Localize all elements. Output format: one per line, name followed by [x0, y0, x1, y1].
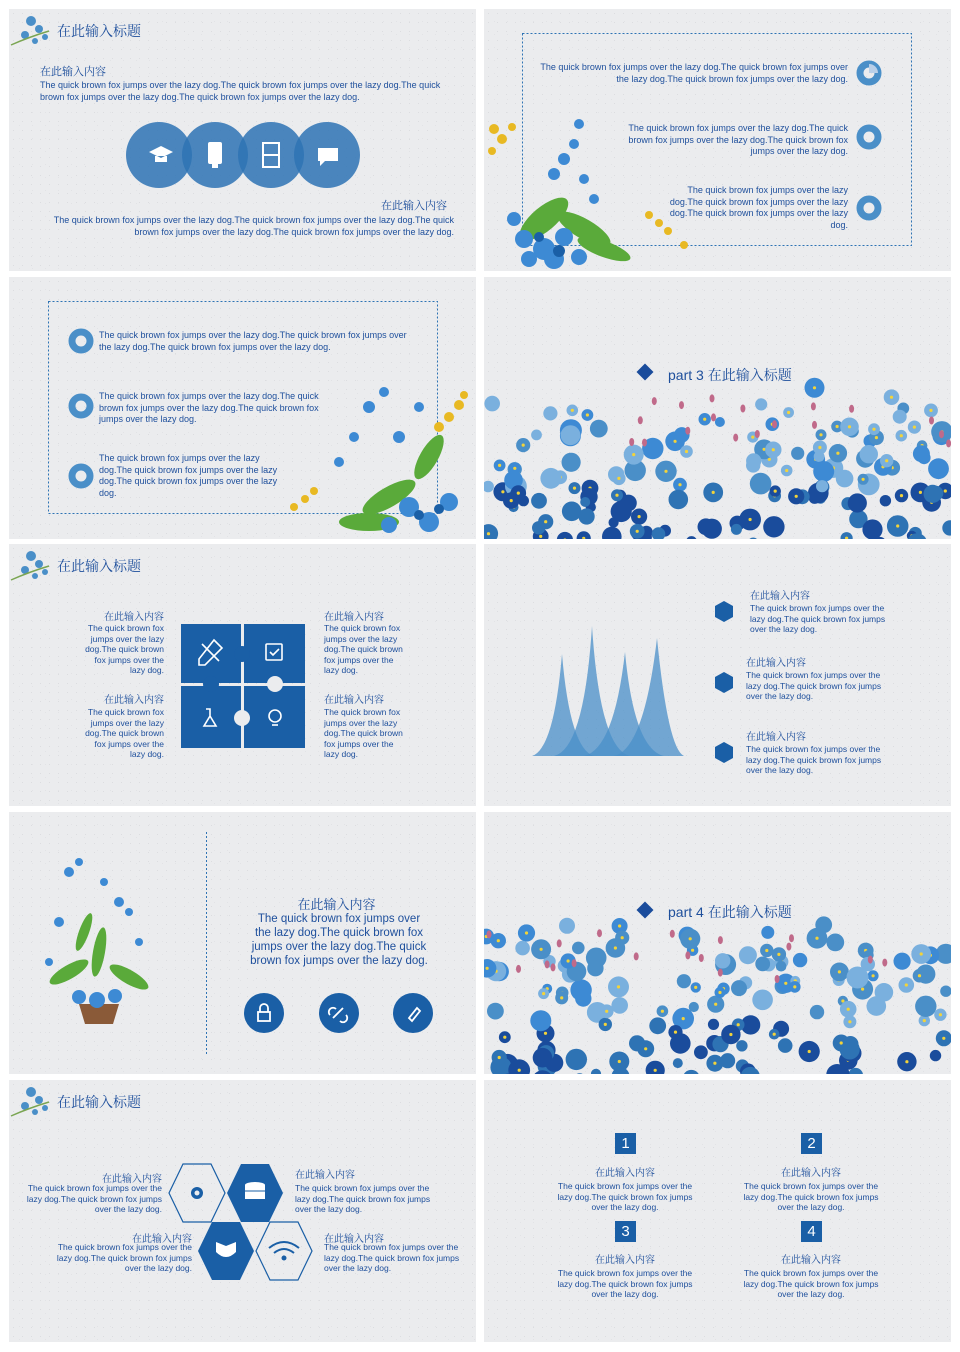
slide-title: 在此输入标题 [57, 23, 141, 39]
content-text: The quick brown fox jumps over the lazy dog.The quick brown fox jumps over the lazy dog. [557, 1181, 693, 1212]
list-item-text: The quick brown fox jumps over the lazy dog.The quick brown fox jumps over the lazy dog.The quick brown fox jumps over the lazy dog. [669, 185, 848, 230]
content-text: The quick brown fox jumps over the lazy dog.The quick brown fox jumps over the lazy dog. [26, 1183, 162, 1214]
step-number: 3 [621, 1223, 630, 1240]
slide-7[interactable] [9, 812, 476, 1074]
step-number: 1 [621, 1135, 630, 1152]
content-text-2: The quick brown fox jumps over the lazy dog.The quick brown fox jumps over the lazy dog.The quick brown fox jumps over the lazy dog.The quick brown fox jumps over the lazy dog. [53, 215, 454, 237]
slide-4[interactable] [484, 277, 951, 539]
content-heading: 在此输入内容 [104, 612, 164, 623]
content-text: The quick brown fox jumps over the lazy dog.The quick brown fox jumps over the lazy dog. [85, 623, 164, 675]
content-text: The quick brown fox jumps over the lazy dog.The quick brown fox jumps over the lazy dog. [743, 1268, 879, 1299]
slide-title: 在此输入标题 [57, 558, 141, 574]
content-text: The quick brown fox jumps over the lazy dog.The quick brown fox jumps over the lazy dog. [746, 670, 882, 701]
list-item-text: The quick brown fox jumps over the lazy dog.The quick brown fox jumps over the lazy dog.The quick brown fox jumps over the lazy dog. [99, 391, 319, 424]
content-text: The quick brown fox jumps over the lazy dog.The quick brown fox jumps over the lazy dog. [557, 1268, 693, 1299]
content-text: The quick brown fox jumps over the lazy dog.The quick brown fox jumps over the lazy dog.The quick brown fox jumps over the lazy dog.The quick brown fox jumps over the lazy dog. [40, 80, 441, 102]
content-heading: 在此输入内容 [132, 1234, 192, 1245]
content-heading: 在此输入内容 [324, 1234, 384, 1245]
content-heading: 在此输入内容 [746, 732, 806, 743]
content-heading: 在此输入内容 [104, 695, 164, 706]
flower-field-image [484, 277, 951, 539]
content-text: The quick brown fox jumps over the lazy dog.The quick brown fox jumps over the lazy dog. [56, 1242, 192, 1273]
slide-2[interactable] [484, 9, 951, 271]
content-heading: 在此输入内容 [595, 1255, 655, 1266]
content-heading: 在此输入内容 [102, 1174, 162, 1185]
content-heading: 在此输入内容 [297, 897, 376, 912]
content-heading: 在此输入内容 [746, 658, 806, 669]
content-text: The quick brown fox jumps over the lazy dog.The quick brown fox jumps over the lazy dog. [324, 623, 403, 675]
content-text: The quick brown fox jumps over the lazy dog.The quick brown fox jumps over the lazy dog. [324, 707, 403, 759]
slide-9[interactable] [9, 1080, 476, 1342]
list-item-text: The quick brown fox jumps over the lazy dog.The quick brown fox jumps over the lazy dog.The quick brown fox jumps over the lazy dog. [628, 123, 848, 156]
content-text: The quick brown fox jumps over the lazy dog.The quick brown fox jumps over the lazy dog. [743, 1181, 879, 1212]
content-heading: 在此输入内容 [295, 1170, 355, 1181]
step-number: 2 [807, 1135, 816, 1152]
content-heading-2: 在此输入内容 [381, 200, 447, 212]
content-heading: 在此输入内容 [781, 1255, 841, 1266]
content-text: The quick brown fox jumps over the lazy dog.The quick brown fox jumps over the lazy dog. [295, 1183, 431, 1214]
content-heading: 在此输入内容 [781, 1168, 841, 1179]
slide-3[interactable] [9, 277, 476, 539]
content-text: The quick brown fox jumps over the lazy dog.The quick brown fox jumps over the lazy dog. [85, 707, 164, 759]
list-item-text: The quick brown fox jumps over the lazy dog.The quick brown fox jumps over the lazy dog.The quick brown fox jumps over the lazy dog. [99, 330, 407, 352]
content-text: The quick brown fox jumps over the lazy dog.The quick brown fox jumps over the lazy dog. [746, 744, 882, 775]
slide-10[interactable] [484, 1080, 951, 1342]
content-heading: 在此输入内容 [324, 695, 384, 706]
slide-1[interactable] [9, 9, 476, 271]
slide-6[interactable] [484, 544, 951, 806]
content-text: The quick brown fox jumps over the lazy dog.The quick brown fox jumps over the lazy dog. [750, 603, 886, 634]
content-heading: 在此输入内容 [750, 591, 810, 602]
list-item-text: The quick brown fox jumps over the lazy dog.The quick brown fox jumps over the lazy dog.The quick brown fox jumps over the lazy dog. [99, 453, 278, 498]
slide-5[interactable] [9, 544, 476, 806]
slide-title: 在此输入标题 [57, 1094, 141, 1110]
section-title: part 3 在此输入标题 [668, 367, 792, 383]
flower-field-image [484, 812, 951, 1074]
content-text: The quick brown fox jumps over the lazy dog.The quick brown fox jumps over the lazy dog. [324, 1242, 460, 1273]
section-title: part 4 在此输入标题 [668, 904, 792, 920]
content-heading: 在此输入内容 [40, 66, 106, 78]
slide-8[interactable] [484, 812, 951, 1074]
content-heading: 在此输入内容 [324, 612, 384, 623]
content-heading: 在此输入内容 [595, 1168, 655, 1179]
content-text: The quick brown fox jumps over the lazy dog.The quick brown fox jumps over the lazy dog.The quick brown fox jumps over the lazy dog. [250, 913, 428, 967]
step-number: 4 [807, 1223, 816, 1240]
list-item-text: The quick brown fox jumps over the lazy dog.The quick brown fox jumps over the lazy dog.The quick brown fox jumps over the lazy dog. [540, 62, 848, 84]
